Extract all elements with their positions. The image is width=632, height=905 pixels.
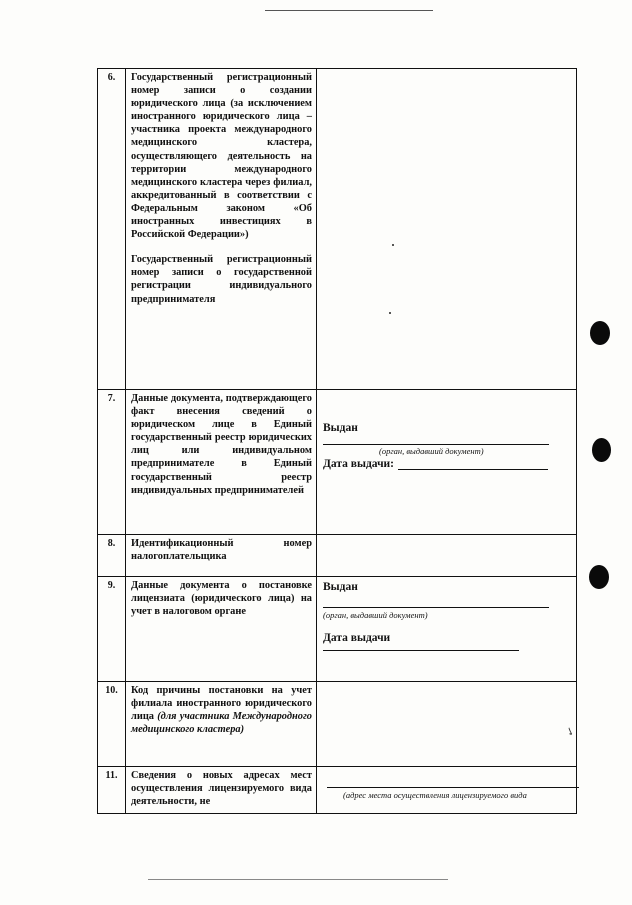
row-number: 7. — [98, 390, 126, 535]
table-row — [98, 390, 577, 535]
ogrnip-label: Государственный регистрационный номер записи о государственной регистрации индивидуального предпринимателя — [131, 254, 312, 305]
row-number: 8. — [98, 535, 126, 577]
punch-hole-mark — [592, 438, 611, 462]
issue-date-input[interactable] — [323, 644, 519, 651]
egrul-document-field — [317, 390, 577, 535]
issued-by-hint: (орган, выдавший документ) — [379, 446, 484, 456]
tax-registration-label: Данные документа о постановке лицензиата (юридического лица) на учет в налоговом органе — [131, 580, 312, 618]
ogrn-legal-entity-label: Государственный регистрационный номер записи о создании юридического лица (за исключением иностранного юридического лица – участника проекта международного медицинского кластера, осуществляющего деятельность на территории международного медицинского кластера через филиал, аккредитованный в соответствии с Федеральным законом «Об иностранных инвестициях в Российской Федерации») — [131, 72, 312, 241]
issue-date-label: Дата выдачи — [323, 632, 391, 644]
row-description — [126, 69, 317, 390]
kpp-label-note: (для участника Международного медицинского кластера) — [131, 711, 312, 736]
table-row — [98, 535, 577, 577]
table-row — [98, 767, 577, 814]
issued-by-input[interactable] — [323, 593, 549, 608]
punch-hole-mark — [590, 321, 610, 345]
row-description — [126, 390, 317, 535]
new-addresses-label: Сведения о новых адресах мест осуществления лицензируемого вида деятельности, не — [131, 770, 312, 808]
table-row — [98, 682, 577, 767]
margin-tick-mark: ✓ — [563, 724, 579, 739]
issue-date-label: Дата выдачи: — [323, 458, 395, 470]
scan-edge-line — [265, 10, 433, 11]
kpp-value-field[interactable] — [317, 682, 577, 767]
issued-label: Выдан — [323, 581, 358, 593]
row-number: 10. — [98, 682, 126, 767]
inn-value-field[interactable] — [317, 535, 577, 577]
kpp-label — [131, 684, 312, 736]
row-number: 9. — [98, 577, 126, 682]
ogrn-value-field[interactable] — [317, 69, 577, 390]
row-number: 6. — [98, 69, 126, 390]
inn-label: Идентификационный номер налогоплательщика — [131, 538, 312, 563]
row-description — [126, 577, 317, 682]
new-addresses-field — [317, 767, 577, 814]
row-description — [126, 535, 317, 577]
tax-registration-field — [317, 577, 577, 682]
punch-hole-mark — [589, 565, 609, 589]
row-description — [126, 767, 317, 814]
application-form-table — [97, 68, 577, 814]
table-row — [98, 69, 577, 390]
scan-speck — [392, 244, 394, 246]
table-row — [98, 577, 577, 682]
issued-label: Выдан — [323, 422, 358, 434]
egrul-document-label: Данные документа, подтверждающего факт внесения сведений о юридическом лице в Единый государственный реестр юридических лиц или индивидуальном предпринимателе в Единый государственный реестр индивидуальных предпринимателей — [131, 393, 312, 496]
row-description — [126, 682, 317, 767]
row-number: 11. — [98, 767, 126, 814]
issued-by-hint: (орган, выдавший документ) — [323, 610, 428, 620]
issued-by-input[interactable] — [323, 434, 549, 445]
address-input[interactable] — [327, 767, 579, 788]
scan-speck — [389, 312, 391, 314]
issue-date-row — [323, 457, 570, 470]
kpp-label-main: Код причины постановки на учет филиала иностранного юридического лица — [131, 685, 312, 723]
scan-edge-line — [148, 879, 448, 880]
address-hint: (адрес места осуществления лицензируемого вида — [343, 790, 527, 800]
issue-date-input[interactable] — [398, 457, 548, 470]
